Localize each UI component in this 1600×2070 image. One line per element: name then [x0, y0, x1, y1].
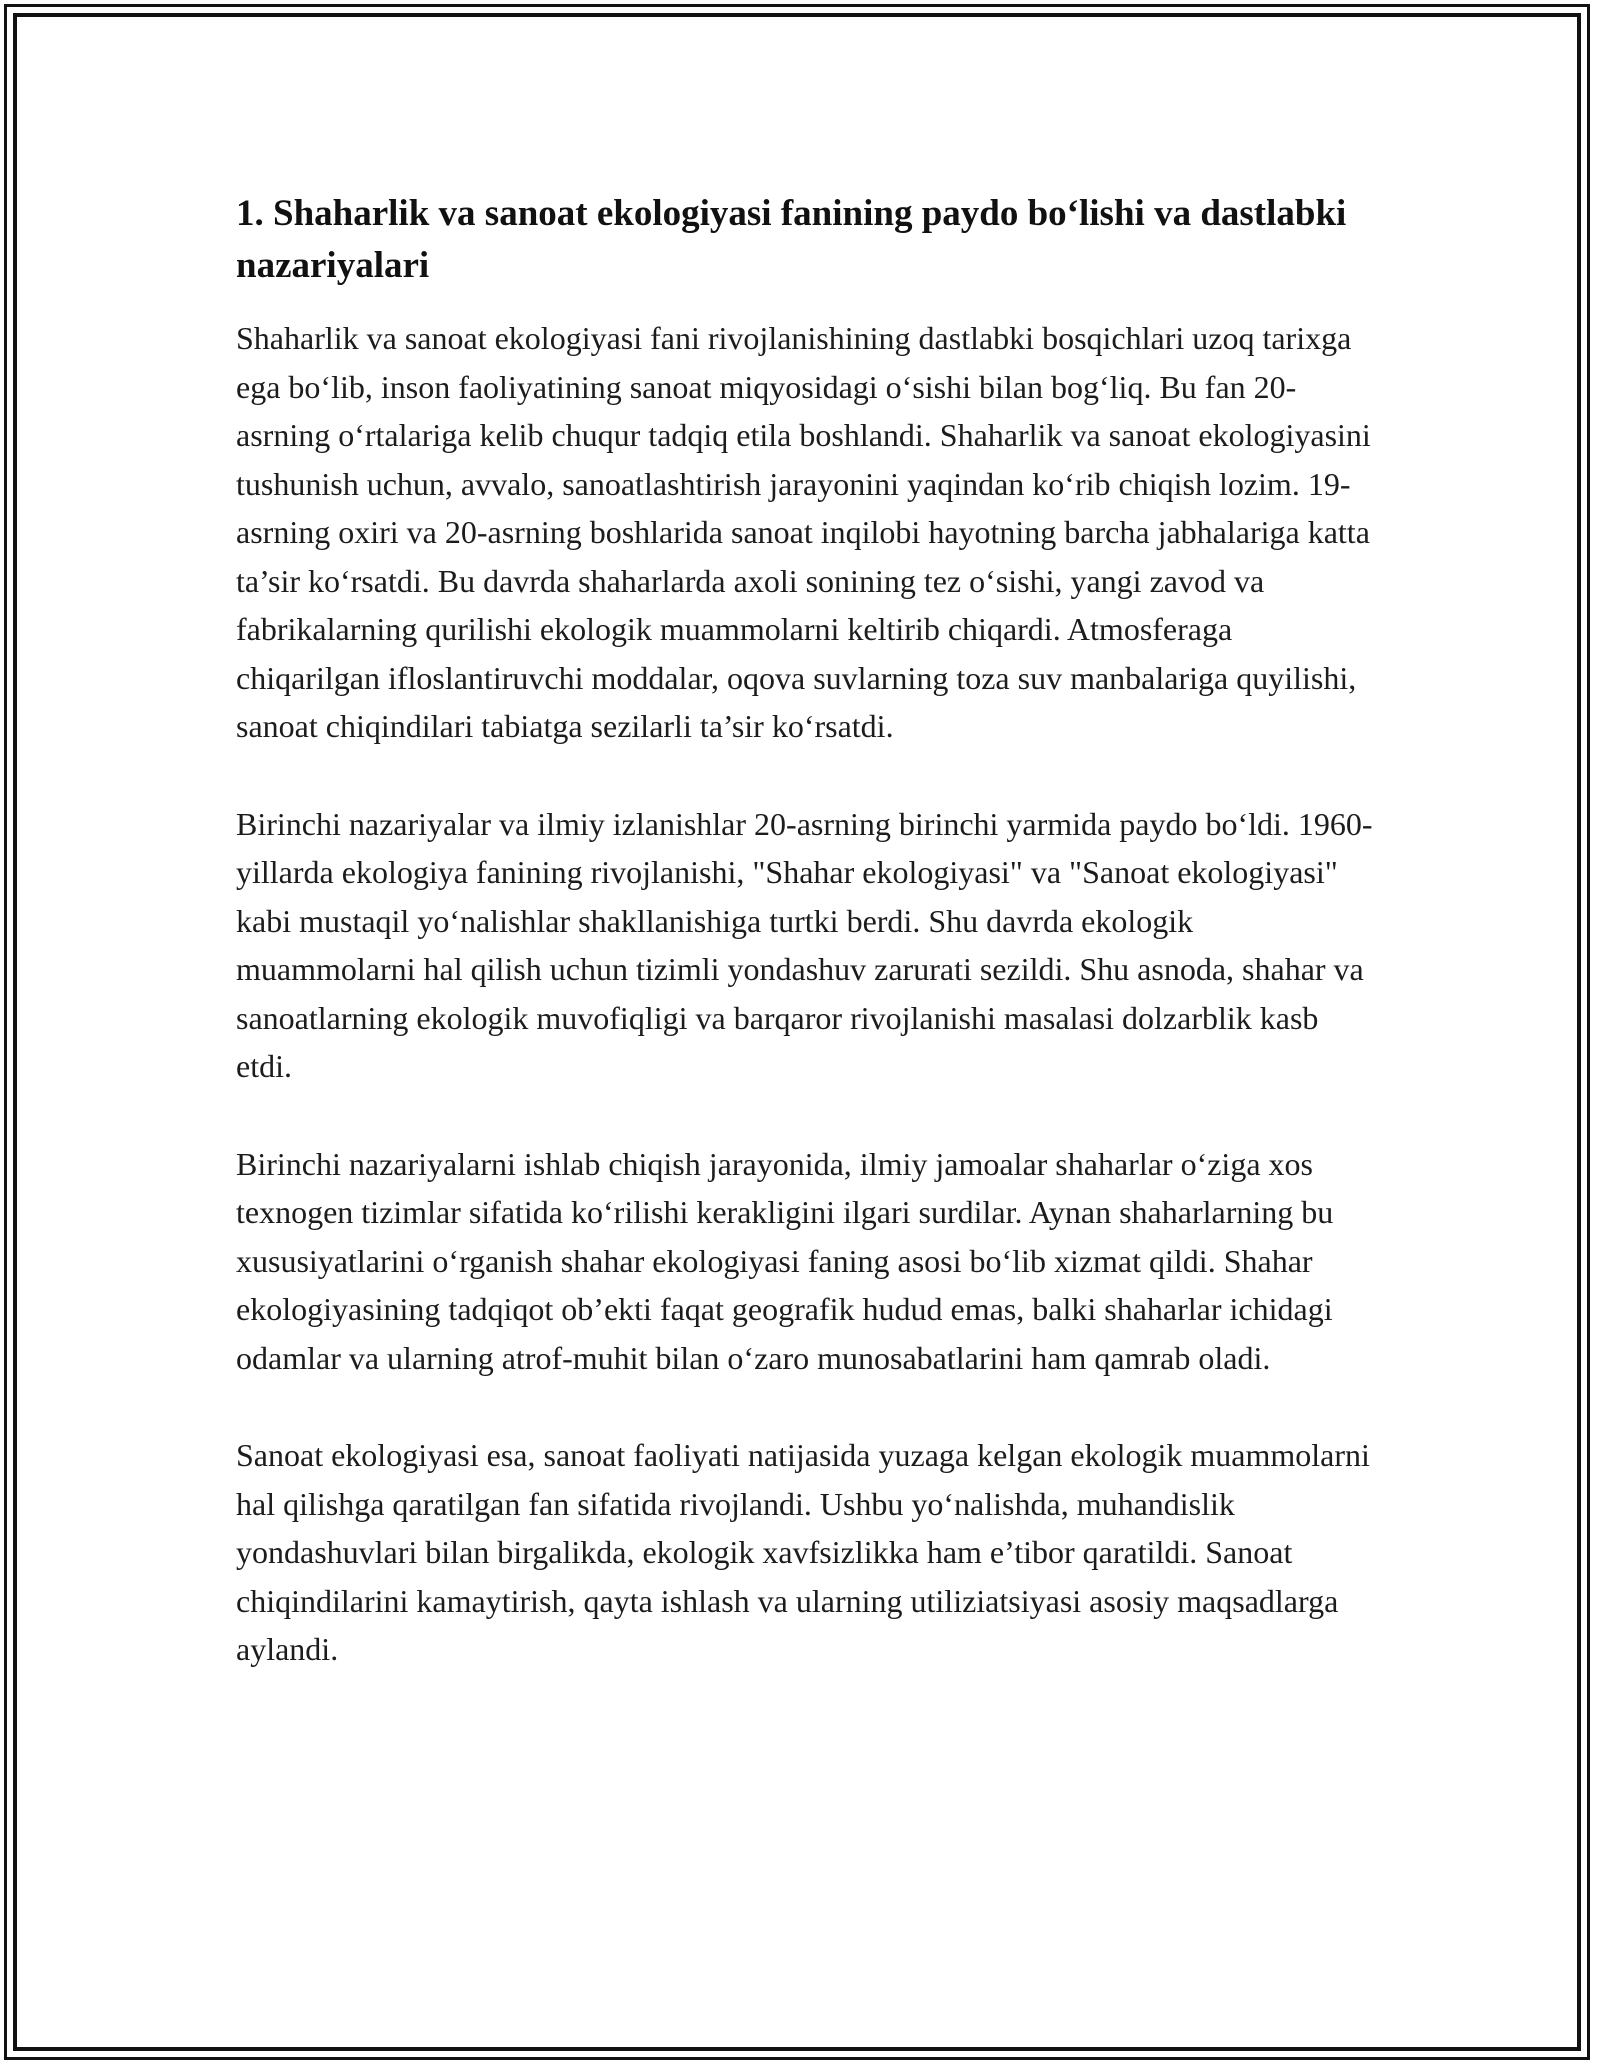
paragraph-3: Birinchi nazariyalarni ishlab chiqish jarayonida, ilmiy jamoalar shaharlar o‘ziga xos texnogen tizimlar sifatida ko‘rilishi kerakligini ilgari surdilar. Aynan shaharlarning bu xususiyatlarini o‘rganish shahar ekologiyasi faning asosi bo‘lib xizmat qildi. Shahar ekologiyasining tadqiqot ob’ekti faqat geografik hudud emas, balki shaharlar ichidagi odamlar va ularning atrof-muhit bilan o‘zaro munosabatlarini ham qamrab oladi. [236, 1145, 1334, 1376]
paragraph-2: Birinchi nazariyalar va ilmiy izlanishlar 20-asrning birinchi yarmida paydo bo‘ldi. 1960-yillarda ekologiya fanining rivojlanishi, "Shahar ekologiyasi" va "Sanoat ekologiyasi" kabi mustaqil yo‘nalishlar shakllanishiga turtki berdi. Shu davrda ekologik muammolarni hal qilish uchun tizimli yondashuv zarurati sezildi. Shu asnoda, shahar va sanoatlarning ekologik muvofiqligi va barqaror rivojlanishi masalasi dolzarblik kasb etdi. [236, 805, 1373, 1084]
paragraph-1: Shaharlik va sanoat ekologiyasi fani rivojlanishining dastlabki bosqichlari uzoq tarixga ega bo‘lib, inson faoliyatining sanoat miqyosidagi o‘sishi bilan bog‘liq. Bu fan 20-asrning o‘rtalariga kelib chuqur tadqiq etila boshlandi. Shaharlik va sanoat ekologiyasini tushunish uchun, avvalo, sanoatlashtirish jarayonini yaqindan ko‘rib chiqish lozim. 19-asrning oxiri va 20-asrning boshlarida sanoat inqilobi hayotning barcha jabhalariga katta ta’sir ko‘rsatdi. Bu davrda shaharlarda axoli sonining tez o‘sishi, yangi zavod va fabrikalarning qurilishi ekologik muammolarni keltirib chiqardi. Atmosferaga chiqarilgan ifloslantiruvchi moddalar, oqova suvlarning toza suv manbalariga quyilishi, sanoat chiqindilari tabiatga sezilarli ta’sir ko‘rsatdi. [236, 320, 1371, 744]
document-body [236, 188, 1376, 1723]
paragraph-4: Sanoat ekologiyasi esa, sanoat faoliyati natijasida yuzaga kelgan ekologik muammolarni hal qilishga qaratilgan fan sifatida rivojlandi. Ushbu yo‘nalishda, muhandislik yondashuvlari bilan birgalikda, ekologik xavfsizlikka ham e’tibor qaratildi. Sanoat chiqindilarini kamaytirish, qayta ishlash va ularning utiliziatsiyasi asosiy maqsadlarga aylandi. [236, 1437, 1370, 1667]
section-title: 1. Shaharlik va sanoat ekologiyasi fanining paydo bo‘lishi va dastlabki nazariyalari [236, 193, 1347, 286]
